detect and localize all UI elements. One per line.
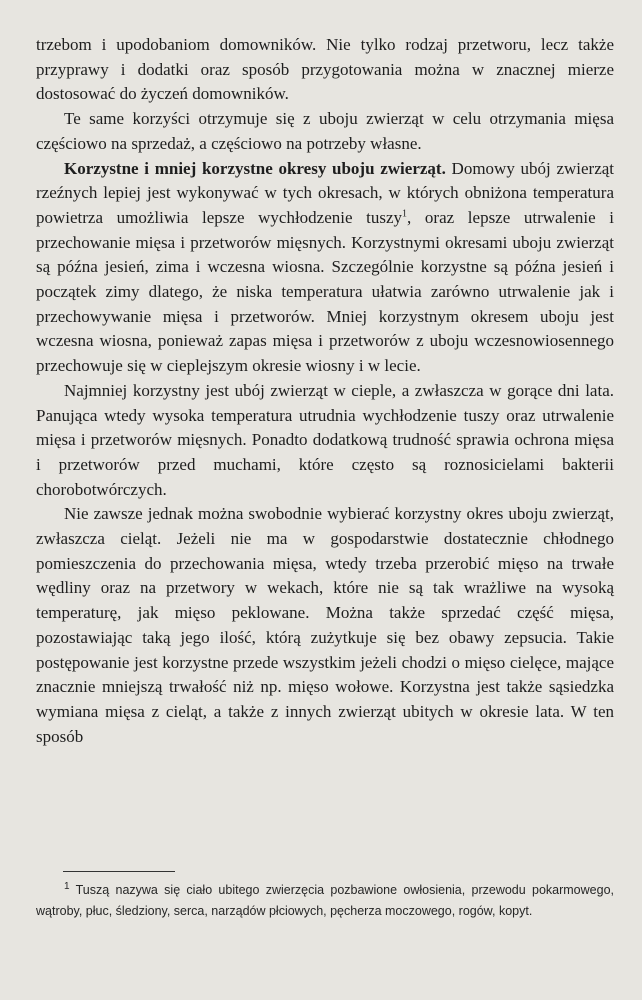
paragraph: Najmniej korzystny jest ubój zwierząt w cieple, a zwłaszcza w gorące dni lata. Panująca wtedy wysoka temperatura utrudnia wychłodzenie tuszy oraz utrwalenie mięsa i przetworów mięsnych. Ponadto dodatkową trudność sprawia ochrona mięsa i przetworów przed muchami, które często są roznosicielami bakterii chorobotwórczych.: [36, 380, 614, 499]
paragraph: Nie zawsze jednak można swobodnie wybierać korzystny okres uboju zwierząt, zwłaszcza cieląt. Jeżeli nie ma w gospodarstwie dostatecznie chłodnego pomieszczenia do przechowania mięsa, wtedy trzeba przerobić mięso na trwałe wędliny oraz na przetwory w wekach, które nie są tak wrażliwe na wysoką temperaturę, jak mięso peklowane. Można także sprzedać część mięsa, pozostawiając taką jego ilość, którą zużytkuje się bez obawy zepsucia. Takie postępowanie jest korzystne przede wszystkim jeżeli chodzi o mięso cielęce, mające znacznie mniejszą trwałość niż np. mięso wołowe. Korzystna jest także sąsiedzka wymiana mięsa z cieląt, a także z innych zwierząt ubitych w okresie lata. W ten sposób: [36, 504, 614, 746]
footnote-divider: [63, 871, 175, 872]
section-heading: Korzystne i mniej korzystne okresy uboju zwierząt.: [64, 158, 446, 178]
paragraph-text: Domowy ubój zwierząt rzeźnych lepiej jest wykonywać w tych okresach, w których obniżona temperatura powietrza umożliwia lepsze wychłodzenie tuszy: [36, 158, 615, 227]
paragraph-continuation: trzebom i upodobaniom domowników. Nie tylko rodzaj przetworu, lecz także przyprawy i dodatki oraz sposób przygotowania można w znacznej mierze dostosować do życzeń domowników.: [36, 35, 614, 104]
body-text: [36, 33, 614, 749]
footnote-reference[interactable]: 1: [402, 208, 408, 220]
footnote: [36, 880, 614, 922]
footnote-mark: 1: [64, 880, 70, 892]
footnote-text: Tuszą nazywa się ciało ubitego zwierzęcia pozbawione owłosienia, przewodu pokarmowego, wątroby, płuc, śledziony, serca, narządów płciowych, pęcherza moczowego, rogów, kopyt.: [36, 883, 614, 918]
paragraph-with-heading: [36, 157, 614, 379]
paragraph-text: , oraz lepsze utrwalenie i przechowanie mięsa i przetworów mięsnych. Korzystnymi okresami uboju zwierząt są późna jesień, zima i wczesna wiosna. Szczególnie korzystne są późna jesień i początek zimy dlatego, że niska temperatura ułatwia zarówno utrwalenie jak i przechowywanie mięsa i przetworów. Mniej korzystnym okresem uboju jest wczesna wiosna, ponieważ zapas mięsa i przetworów z uboju wczesnowiosennego przechowuje się w cieplejszym okresie wiosny i w lecie.: [36, 207, 614, 376]
paragraph: Te same korzyści otrzymuje się z uboju zwierząt w celu otrzymania mięsa częściowo na sprzedaż, a częściowo na potrzeby własne.: [36, 109, 614, 153]
